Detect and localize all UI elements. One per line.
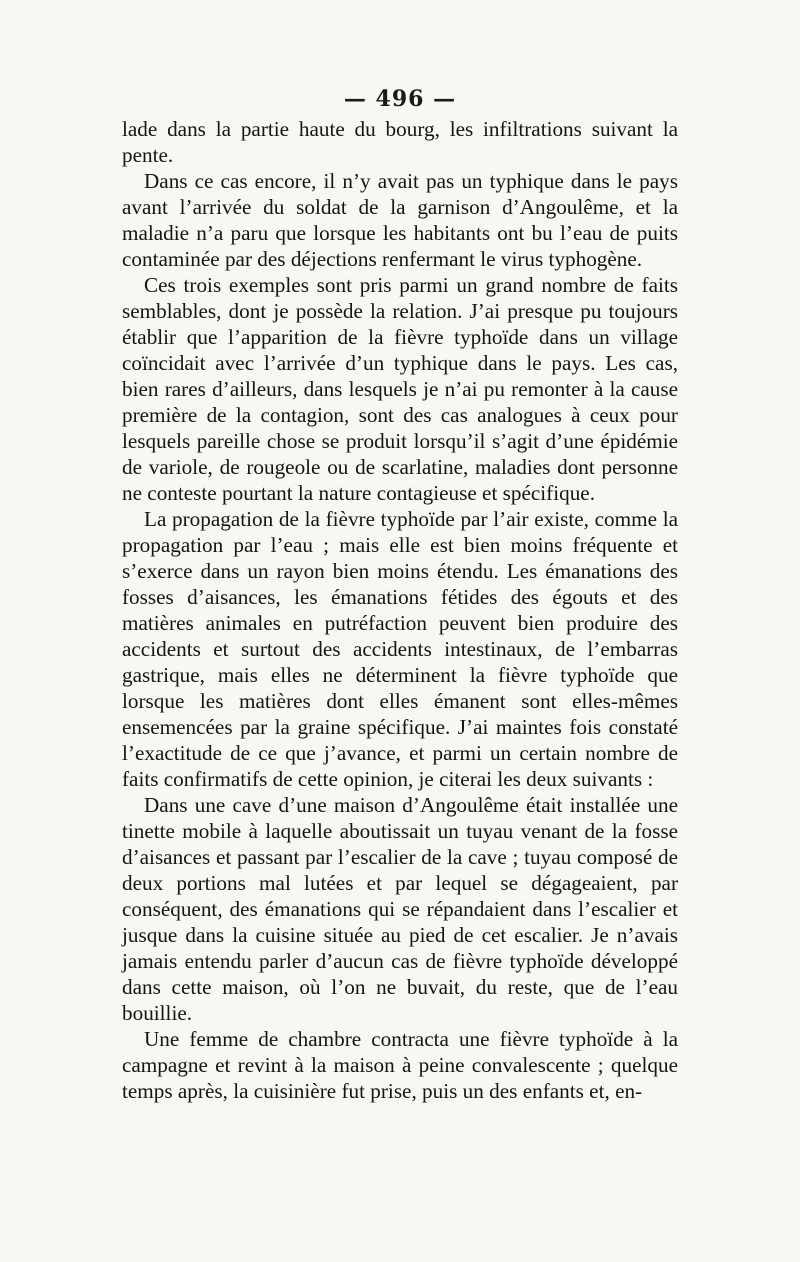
paragraph: Une femme de chambre contracta une fièvre typhoïde à la campagne et revint à la maison à peine convalescente ; quelque temps après, la cuisinière fut prise, puis un des enfants et, en- bbox=[122, 1027, 678, 1103]
paragraph: Dans une cave d’une maison d’Angoulême était installée une tinette mobile à laquelle aboutissait un tuyau venant de la fosse d’aisances et passant par l’escalier de la cave ; tuyau composé de deux portions mal lutées et par lequel se dégageaient, par conséquent, des émanations qui se répandaient dans l’escalier et jusque dans la cuisine située au pied de cet escalier. Je n’avais jamais entendu parler d’aucun cas de fièvre typhoïde développé dans cette maison, où l’on ne buvait, du reste, que de l’eau bouillie. bbox=[122, 793, 678, 1025]
paragraph: Ces trois exemples sont pris parmi un grand nombre de faits semblables, dont je possède la relation. J’ai presque pu toujours établir que l’apparition de la fièvre typhoïde dans un village coïncidait avec l’arrivée d’un typhique dans le pays. Les cas, bien rares d’ailleurs, dans lesquels je n’ai pu remonter à la cause première de la contagion, sont des cas analogues à ceux pour lesquels pareille chose se produit lorsqu’il s’agit d’une épidémie de variole, de rougeole ou de scarlatine, maladies dont personne ne conteste pourtant la nature contagieuse et spécifique. bbox=[122, 273, 678, 505]
page-number: — 496 — bbox=[343, 86, 457, 112]
paragraph: lade dans la partie haute du bourg, les infiltrations suivant la pente. bbox=[122, 117, 678, 167]
body-text bbox=[122, 116, 678, 1104]
paragraph: La propagation de la fièvre typhoïde par l’air existe, comme la propagation par l’eau ; mais elle est bien moins fréquente et s’exerce dans un rayon bien moins étendu. Les émanations des fosses d’aisances, les émanations fétides des égouts et des matières animales en putréfaction peuvent bien produire des accidents et surtout des accidents intestinaux, de l’embarras gastrique, mais elles ne déterminent la fièvre typhoïde que lorsque les matières dont elles émanent sont elles-mêmes ensemencées par la graine spécifique. J’ai maintes fois constaté l’exactitude de ce que j’avance, et parmi un certain nombre de faits confirmatifs de cette opinion, je citerai les deux suivants : bbox=[122, 507, 678, 791]
paragraph: Dans ce cas encore, il n’y avait pas un typhique dans le pays avant l’arrivée du soldat de la garnison d’Angoulême, et la maladie n’a paru que lorsque les habitants ont bu l’eau de puits contaminée par des déjections renfermant le virus typhogène. bbox=[122, 169, 678, 271]
